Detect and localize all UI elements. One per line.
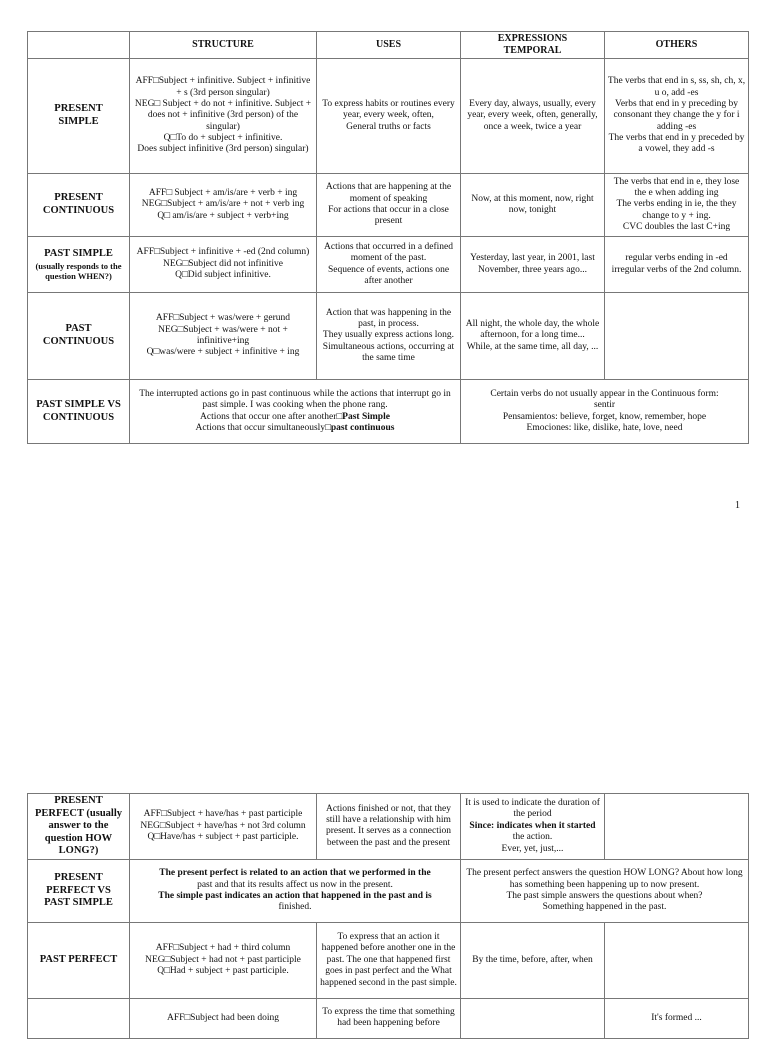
header-others: OTHERS: [605, 32, 749, 59]
row-label: PRESENT PERFECT (usually answer to the question HOW LONG?): [28, 794, 130, 860]
uses-cell: Actions that occurred in a defined moment of the past. Sequence of events, actions one after another: [317, 237, 461, 293]
vs-left-bold-1: The present perfect is related to an action that we performed in the: [159, 868, 431, 879]
table-row: [28, 859, 749, 922]
structure-cell: AFF□Subject + infinitive. Subject + infinitive + s (3rd person singular) NEG□ Subject + do not + infinitive. Subject + does not + infinitive (3rd person) of the singular) Q□To do + subject + infinitive. Does subject infinitive (3rd person) singular): [130, 59, 317, 174]
header-uses: USES: [317, 32, 461, 59]
row-label: [28, 237, 130, 293]
vs-left-bold-2: The simple past indicates an action that happened in the past and is: [158, 890, 432, 901]
table-row: [28, 380, 749, 444]
row-label: PRESENT CONTINUOUS: [28, 174, 130, 237]
row-label: PRESENT PERFECT VS PAST SIMPLE: [28, 859, 130, 922]
grammar-table-1: [27, 31, 749, 444]
structure-cell: AFF□Subject + have/has + past participle NEG□Subject + have/has + not 3rd column Q□Have/has + subject + past participle.: [130, 794, 317, 860]
header-structure: STRUCTURE: [130, 32, 317, 59]
table-row: [28, 174, 749, 237]
grammar-table-2: [27, 793, 749, 1039]
vs-left-line-1: past and that its results affect us now in the present.: [197, 879, 393, 890]
table-row: [28, 998, 749, 1038]
structure-cell: AFF□ Subject + am/is/are + verb + ing NEG□Subject + am/is/are + not + verb ing Q□ am/is/are + subject + verb+ing: [130, 174, 317, 237]
vs-right-cell: The present perfect answers the question HOW LONG? About how long has something been happening up to now present. The past simple answers the questions about when? Something happened in the past.: [461, 859, 749, 922]
table-row: [28, 237, 749, 293]
others-cell: [605, 922, 749, 998]
expr-line-2: the action. Ever, yet, just,...: [501, 832, 564, 854]
row-label-title: PAST SIMPLE: [44, 248, 113, 260]
vs-left-line-2: [132, 412, 458, 423]
uses-cell: Action that was happening in the past, in process. They usually express actions long. Simultaneous actions, occurring at the same time: [317, 293, 461, 380]
others-cell: The verbs that end in e, they lose the e when adding ing The verbs ending in ie, the they change to y + ing. CVC doubles the last C+ing: [605, 174, 749, 237]
vs-left-line-3-text: Actions that occur simultaneously□: [195, 422, 331, 433]
others-cell: The verbs that end in s, ss, sh, ch, x, u o, add -es Verbs that end in y preceding by consonant they change the y for i adding -es The verbs that end in y preceded by a vowel, they add -s: [605, 59, 749, 174]
uses-cell: To express the time that something had been happening before: [317, 998, 461, 1038]
structure-cell: AFF□Subject + infinitive + -ed (2nd column) NEG□Subject did not infinitive Q□Did subject infinitive.: [130, 237, 317, 293]
vs-left-line-3: [132, 423, 458, 434]
page-number: 1: [735, 500, 740, 511]
others-cell: It's formed ...: [605, 998, 749, 1038]
row-label: PAST CONTINUOUS: [28, 293, 130, 380]
expressions-cell: Every day, always, usually, every year, every week, often, generally, once a week, twice a year: [461, 59, 605, 174]
expr-line-bold: Since: indicates when it started: [469, 820, 596, 831]
table-header-row: [28, 32, 749, 59]
expr-line-1: It is used to indicate the duration of the period: [465, 798, 600, 820]
others-cell: regular verbs ending in -ed irregular verbs of the 2nd column.: [605, 237, 749, 293]
uses-cell: To express habits or routines every year, every week, often, General truths or facts: [317, 59, 461, 174]
expressions-cell: [461, 998, 605, 1038]
others-cell: [605, 293, 749, 380]
row-label: PAST PERFECT: [28, 922, 130, 998]
expressions-cell: By the time, before, after, when: [461, 922, 605, 998]
vs-left-line-2-text: Actions that occur one after another□: [200, 411, 343, 422]
vs-left-line-1: The interrupted actions go in past continuous while the actions that interrupt go in past simple. I was cooking when the phone rang.: [139, 388, 451, 411]
table-row: [28, 293, 749, 380]
uses-cell: Actions that are happening at the moment of speaking For actions that occur in a close present: [317, 174, 461, 237]
header-expressions: EXPRESSIONS TEMPORAL: [461, 32, 605, 59]
vs-left-line-3-bold: past continuous: [330, 422, 395, 433]
vs-left-cell: [130, 859, 461, 922]
others-cell: [605, 794, 749, 860]
structure-cell: AFF□Subject + was/were + gerund NEG□Subject + was/were + not + infinitive+ing Q□was/were + subject + infinitive + ing: [130, 293, 317, 380]
table-row: [28, 794, 749, 860]
uses-cell: Actions finished or not, that they still have a relationship with him present. It serves as a connection between the past and the present: [317, 794, 461, 860]
structure-cell: AFF□Subject had been doing: [130, 998, 317, 1038]
vs-left-line-2-bold: Past Simple: [342, 411, 390, 422]
expressions-cell: Yesterday, last year, in 2001, last November, three years ago...: [461, 237, 605, 293]
expressions-cell: Now, at this moment, now, right now, tonight: [461, 174, 605, 237]
row-label: [28, 998, 130, 1038]
header-empty: [28, 32, 130, 59]
expressions-cell: All night, the whole day, the whole afternoon, for a long time... While, at the same time, all day, ...: [461, 293, 605, 380]
row-label-note: (usually responds to the question WHEN?): [35, 260, 122, 281]
uses-cell: To express that an action it happened before another one in the past. The one that happened first goes in past perfect and the What happened second in the past simple.: [317, 922, 461, 998]
vs-left-line-2: finished.: [278, 902, 312, 913]
expressions-cell: [461, 794, 605, 860]
row-label: PRESENT SIMPLE: [28, 59, 130, 174]
structure-cell: AFF□Subject + had + third column NEG□Subject + had not + past participle Q□Had + subject + past participle.: [130, 922, 317, 998]
table-row: [28, 59, 749, 174]
vs-left-cell: [130, 380, 461, 444]
vs-right-cell: Certain verbs do not usually appear in the Continuous form: sentir Pensamientos: believe, forget, know, remember, hope Emociones: like, dislike, hate, love, need: [461, 380, 749, 444]
row-label: PAST SIMPLE VS CONTINUOUS: [28, 380, 130, 444]
table-row: [28, 922, 749, 998]
